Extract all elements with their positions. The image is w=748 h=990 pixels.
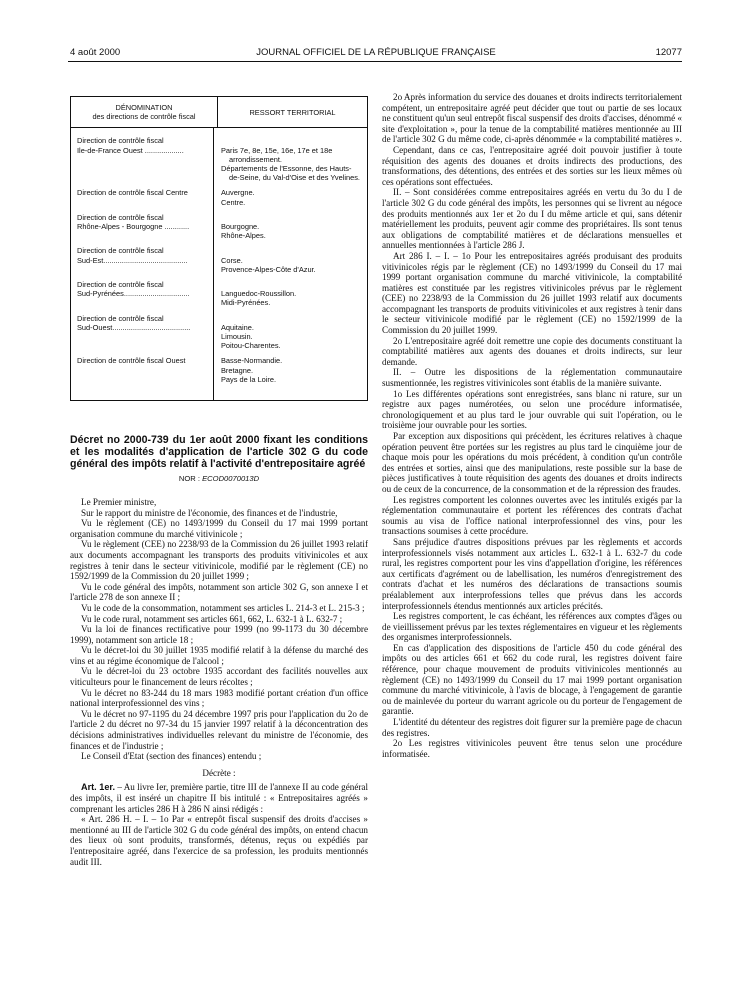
direction-line: Ile-de-France Ouest ...................	[77, 145, 184, 155]
table-row	[71, 356, 367, 384]
table-header-denomination: DÉNOMINATION des directions de contrôle fiscal	[71, 97, 218, 127]
directions-table	[70, 96, 368, 401]
article-paragraph: Sans préjudice d'autres dispositions prévues par les règlements et accords interprofessionnels visés notamment aux articles L. 632-1 à L. 632-7 du code rural, les registres comportent pour les vins d'appellation d'origine, les références aux certificats d'agrément ou de labellisation, les numéros d'enregistrement des contrats d'achat et les numéros des déclarations de transactions soumis préalablement aux interprofessions telles que prévus dans les accords interprofessionnels étendus mentionnés aux articles précités.	[382, 536, 682, 611]
journal-title: JOURNAL OFFICIEL DE LA RÉPUBLIQUE FRANÇAISE	[256, 47, 496, 58]
table-header	[71, 97, 367, 128]
visa-paragraph: Vu le décret-loi du 30 juillet 1935 modifié relatif à la défense du marché des vins et au régime économique de l'alcool ;	[70, 645, 368, 666]
table-row	[71, 136, 367, 182]
ressort-line: Aquitaine.	[221, 322, 254, 332]
direction-cell	[71, 136, 213, 182]
direction-cell	[71, 246, 213, 274]
article-paragraph: Les registres comportent les colonnes ouvertes avec les intitulés exigés par la réglementation communautaire et portent les références des contrats d'achat soumis au visa de l'office national interprofessionnel des vins, pour les transactions soumises à cette procédure.	[382, 494, 682, 537]
ressort-line: Pays de la Loire.	[221, 374, 277, 384]
table-row	[71, 314, 367, 351]
direction-line: Direction de contrôle fiscal Ouest	[77, 356, 186, 366]
article-1	[70, 782, 368, 814]
ressort-line: Limousin.	[221, 331, 253, 341]
table-row	[71, 246, 367, 274]
ressort-cell	[213, 280, 367, 308]
visa-paragraph: Vu le décret-loi du 23 octobre 1935 accordant des facilités nouvelles aux viticulteurs pour le financement de leurs récoltes ;	[70, 666, 368, 688]
ressort-cell	[213, 136, 367, 182]
ressort-cell	[213, 188, 367, 206]
article-paragraph: Par exception aux dispositions qui précèdent, les écritures relatives à chaque opération peuvent être portées sur les registres au plus tard le cinquième jour de chaque mois pour les opérations du mois précédent, à condition qu'un contrôle des entrées et sorties, ainsi que des manipulations, reste possible sur la base de pièces justificatives à toute réquisition des agents des douanes et droits indirects ou de ceux de la concurrence, de la consommation et de la répression des fraudes.	[382, 431, 682, 494]
visa-paragraphs	[70, 497, 368, 762]
running-header	[70, 47, 682, 61]
ressort-line: Languedoc-Roussillon.	[221, 289, 297, 299]
direction-cell	[71, 314, 213, 351]
left-column	[70, 96, 368, 867]
direction-line: Direction de contrôle fiscal	[77, 246, 164, 256]
ressort-line: Centre.	[221, 197, 246, 207]
article-paragraph: L'identité du détenteur des registres doit figurer sur la première page de chacun des registres.	[382, 717, 682, 738]
ressort-cell	[213, 356, 367, 384]
issue-date: 4 août 2000	[70, 47, 121, 58]
visa-paragraph: Vu la loi de finances rectificative pour 1999 (no 99-1173 du 30 décembre 1999), notamment son article 18 ;	[70, 624, 368, 645]
direction-line: Direction de contrôle fiscal	[77, 136, 164, 146]
ressort-line: Départements de l'Essonne, des Hauts-de-Seine, du Val-d'Oise et des Yvelines.	[221, 164, 360, 183]
article-1-text: – Au livre Ier, première partie, titre III de l'annexe II au code général des impôts, il est inséré un chapitre II bis intitulé : « Entrepositaires agréés » comprenant les articles 286 H à 286 N ainsi rédigés :	[70, 782, 369, 814]
ressort-line: Provence-Alpes-Côte d'Azur.	[221, 264, 316, 274]
ressort-cell	[213, 246, 367, 274]
table-row	[71, 280, 367, 308]
ressort-line: Corse.	[221, 255, 243, 265]
article-paragraph: 1o Les différentes opérations sont enregistrées, sans blanc ni rature, sur un registre aux pages numérotées, ou selon une procédure informatisée, chronologiquement et au plus tard le jour ouvrable qui suit l'opération, ou le troisième jour ouvrable pour les sorties.	[382, 388, 682, 431]
visa-paragraph: Le Conseil d'Etat (section des finances) entendu ;	[81, 751, 262, 762]
article-paragraph: 2o L'entrepositaire agréé doit remettre une copie des documents constituant la comptabilité matières aux agents des douanes et droits indirects, sur leur demande.	[382, 335, 682, 367]
decree-title: Décret no 2000-739 du 1er août 2000 fixant les conditions et les modalités d'application de l'article 302 G du code général des impôts relatif à l'activité d'entrepositaire agréé	[70, 434, 368, 470]
ressort-line: Poitou-Charentes.	[221, 341, 281, 351]
decrete-heading: Décrète :	[202, 767, 236, 778]
table-row	[71, 188, 367, 206]
direction-cell	[71, 356, 213, 384]
direction-cell	[71, 188, 213, 206]
article-paragraph: 2o Les registres vitivinicoles peuvent être tenus selon une procédure informatisée.	[382, 738, 682, 759]
article-paragraph: Cependant, dans ce cas, l'entrepositaire agréé doit pouvoir justifier à toute réquisition des agents des douanes et droits indirects des productions, des transformations, des détentions, des entrées et des sorties sur les lieux mêmes où ces opérations sont effectuées.	[382, 144, 682, 187]
visa-paragraph: Vu le décret no 97-1195 du 24 décembre 1997 pris pour l'application du 2o de l'article 2 du décret no 97-34 du 15 janvier 1997 relatif à la déconcentration des décisions administratives individuelles relevant du ministre de l'économie, des finances et de l'industrie ;	[70, 708, 368, 751]
table-body	[71, 128, 367, 400]
article-286h: « Art. 286 H. – I. – 1o Par « entrepôt fiscal suspensif des droits d'accises » mentionné au III de l'article 302 G du code général des impôts, on entend chacun des lieux où sont produits, transformés, détenus, reçus ou expédiés par l'entrepositaire agréé, dans l'exercice de sa profession, les produits mentionnés audit III.	[70, 814, 368, 867]
visa-paragraph: Vu le règlement (CEE) no 2238/93 de la Commission du 26 juillet 1993 relatif aux documents accompagnant les transports des produits vitivinicoles et aux registres à tenir dans le secteur vitivinicole, modifié par le règlement (CE) no 1592/1999 de la Commission du 20 juillet 1999 ;	[70, 539, 368, 582]
nor-label: NOR :	[178, 474, 200, 484]
article-paragraph: 2o Après information du service des douanes et droits indirects territorialement compétent, un entrepositaire agréé peut décider que tout ou partie de ses locaux ne constituent qu'un seul entrepôt fiscal suspensif des droits d'accises, dénommé « site d'exploitation », pour la tenue de la comptabilité matières mentionnée au III de l'article 302 G du même code, ci-après dénommée « la comptabilité matières ».	[382, 92, 682, 145]
direction-line: Direction de contrôle fiscal	[77, 280, 164, 289]
article-paragraph: II. – Sont considérées comme entrepositaires agréés en vertu du 3o du I de l'article 302 G du code général des impôts, les personnes qui se livrent au négoce des produits mentionnés aux 1er et 2o du I du même article et qui, sans détenir matériellement les produits, peuvent agir comme des propriétaires. Ils sont tenus aux obligations de comptabilité matières et de déclarations mensuelles et annuelles mentionnées à l'article 286 J.	[382, 187, 682, 251]
article-paragraph: Art 286 I. – I. – 1o Pour les entrepositaires agréés produisant des produits vitivinicoles régis par le règlement (CE) no 1493/1999 du Conseil du 17 mai 1999 portant organisation commune du marché vitivinicole, la comptabilité matières est constituée par les registres vitivinicoles prévus par le règlement (CEE) no 2238/93 de la Commission du 26 juillet 1993 relatif aux documents accompagnant les transports de produits vitivinicoles et aux registres à tenir dans le secteur vitivinicole modifié par le règlement (CE) no 1592/1999 de la Commission du 20 juillet 1999.	[382, 250, 682, 336]
visa-paragraph: Sur le rapport du ministre de l'économie, des finances et de l'industrie,	[81, 507, 338, 518]
table-header-ressort: RESSORT TERRITORIAL	[249, 107, 336, 117]
visa-paragraph: Vu le code rural, notamment ses articles 661, 662, L. 632-1 à L. 632-7 ;	[81, 613, 343, 624]
visa-paragraph: Vu le code général des impôts, notamment son article 302 G, son annexe I et l'article 278 de son annexe II ;	[70, 581, 368, 603]
page-number: 12077	[655, 47, 682, 58]
nor-reference	[70, 474, 368, 485]
direction-cell	[71, 280, 213, 308]
direction-line: Sud-Pyrénées................................	[77, 289, 190, 299]
article-paragraph: Les registres comportent, le cas échéant, les références aux comptes d'âges ou de vieillissement prévus par les textes réglementaires en vigueur et les règlements des organismes interprofessionnels.	[382, 611, 682, 643]
visa-paragraph: Vu le code de la consommation, notamment ses articles L. 214-3 et L. 215-3 ;	[81, 602, 365, 613]
direction-line: Direction de contrôle fiscal	[77, 212, 164, 222]
article-1-lead: Art. 1er.	[81, 782, 116, 793]
header-rule	[68, 61, 682, 62]
visa-paragraph: Vu le règlement (CE) no 1493/1999 du Conseil du 17 mai 1999 portant organisation commune du marché vitivinicole ;	[70, 518, 368, 539]
ressort-line: Basse-Normandie.	[221, 356, 283, 366]
direction-line: Sud-Ouest......................................	[77, 322, 191, 332]
article-paragraph: II. – Outre les dispositions de la réglementation communautaire susmentionnée, les registres vitivinicoles sont établis de la manière suivante.	[382, 367, 682, 389]
nor-code: ECOD0070013D	[202, 474, 260, 484]
direction-line: Sud-Est.........................................	[77, 255, 188, 265]
ressort-line: Auvergne.	[221, 188, 255, 198]
direction-line: Direction de contrôle fiscal Centre	[77, 188, 188, 198]
article-paragraph: En cas d'application des dispositions de l'article 450 du code général des impôts ou des articles 661 et 662 du code rural, les registres doivent faire référence, pour chaque mouvement de produits vitivinicoles mentionnés au règlement (CE) no 1493/1999 du Conseil du 17 mai 1999 portant organisation commune du marché vitivinicole, à l'avis de blocage, à l'engagement de garantie ou de mainlevée du porteur du warrant agricole ou du porteur de l'engagement de garantie.	[382, 642, 682, 717]
ressort-cell	[213, 314, 367, 351]
ressort-line: Bretagne.	[221, 365, 254, 375]
table-row	[71, 213, 367, 241]
direction-line: Direction de contrôle fiscal	[77, 313, 164, 323]
visa-paragraph: Vu le décret no 83-244 du 18 mars 1983 modifié portant création d'un office national interprofessionnel des vins ;	[70, 687, 368, 709]
ressort-line: Midi-Pyrénées.	[221, 298, 271, 308]
direction-line: Rhône-Alpes - Bourgogne ............	[77, 222, 190, 232]
visa-paragraph: Le Premier ministre,	[81, 496, 157, 507]
ressort-line: Bourgogne.	[221, 222, 260, 231]
direction-cell	[71, 213, 213, 241]
ressort-line: Paris 7e, 8e, 15e, 16e, 17e et 18e arrondissement.	[221, 145, 333, 164]
ressort-cell	[213, 213, 367, 241]
ressort-line: Rhône-Alpes.	[221, 231, 266, 241]
right-column	[382, 92, 682, 759]
